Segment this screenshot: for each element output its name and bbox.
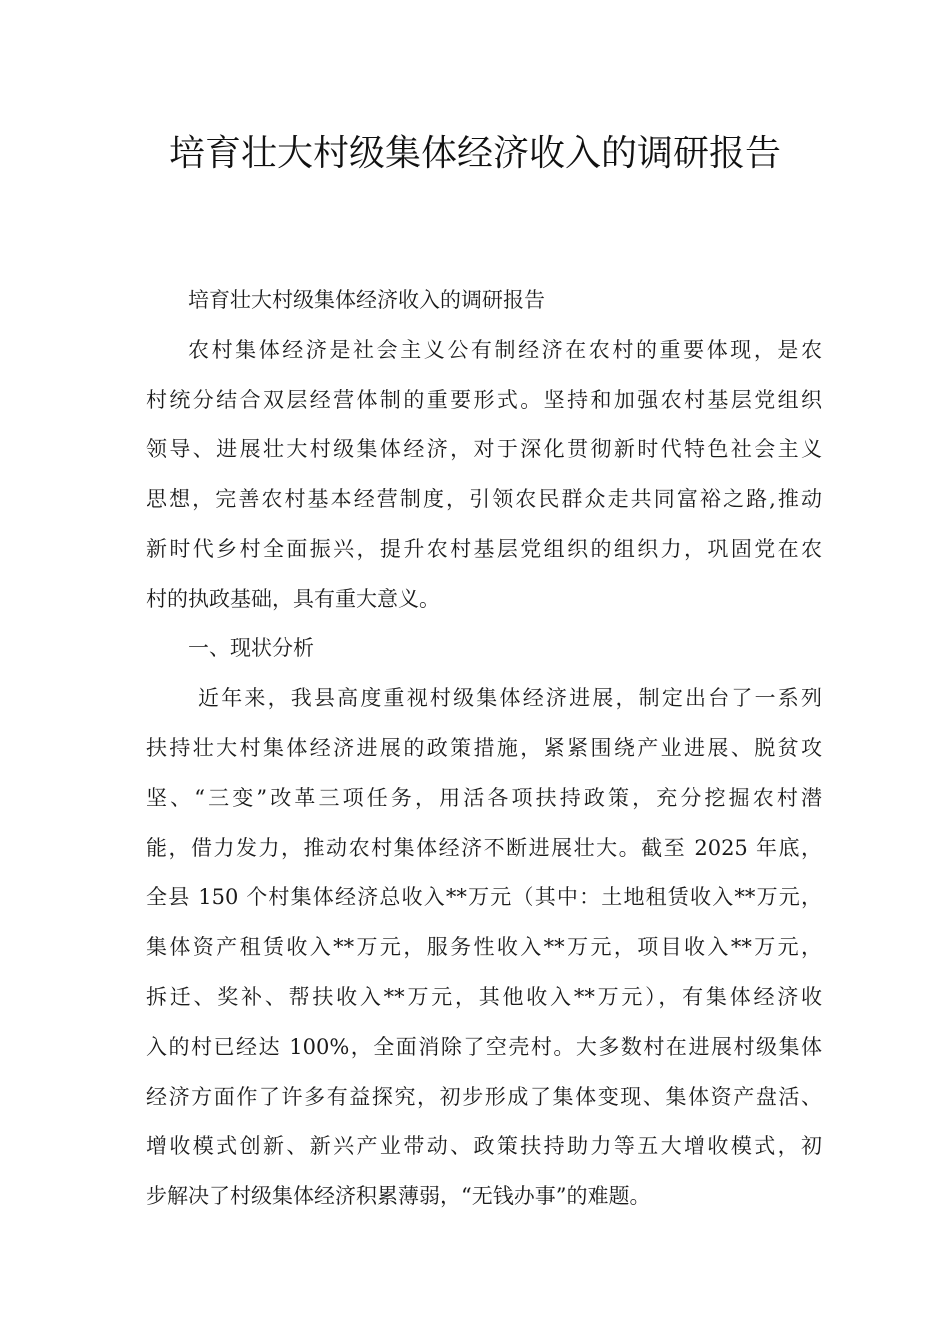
paragraph-line: 领导、进展壮大村级集体经济，对于深化贯彻新时代特色社会主义	[146, 437, 822, 462]
paragraph-line: 能，借力发力，推动农村集体经济不断进展壮大。截至 2025 年底，	[146, 835, 822, 860]
paragraph-line: 思想，完善农村基本经营制度，引领农民群众走共同富裕之路,推动	[146, 487, 822, 512]
document-title: 培育壮大村级集体经济收入的调研报告	[168, 133, 781, 174]
paragraph-line: 步解决了村级集体经济积累薄弱，“无钱办事”的难题。	[146, 1184, 651, 1209]
paragraph-line: 扶持壮大村集体经济进展的政策措施，紧紧围绕产业进展、脱贫攻	[146, 736, 822, 761]
paragraph-line: 村的执政基础，具有重大意义。	[146, 586, 440, 611]
document-body	[146, 282, 822, 1228]
paragraph-line: 近年来，我县高度重视村级集体经济进展，制定出台了一系列	[198, 686, 822, 711]
paragraph-line: 新时代乡村全面振兴，提升农村基层党组织的组织力，巩固党在农	[146, 536, 822, 561]
paragraph-line: 农村集体经济是社会主义公有制经济在农村的重要体现，是农	[188, 337, 822, 362]
paragraph-line: 坚、“三变”改革三项任务，用活各项扶持政策，充分挖掘农村潜	[146, 785, 822, 810]
paragraph-line: 全县 150 个村集体经济总收入**万元（其中：土地租赁收入**万元，	[146, 885, 822, 910]
paragraph-line: 入的村已经达 100%，全面消除了空壳村。大多数村在进展村级集体	[146, 1034, 822, 1059]
paragraph-line: 经济方面作了许多有益探究，初步形成了集体变现、集体资产盘活、	[146, 1084, 822, 1109]
body-subtitle-line: 培育壮大村级集体经济收入的调研报告	[188, 288, 545, 312]
section-heading: 一、现状分析	[188, 636, 314, 661]
paragraph-line: 集体资产租赁收入**万元，服务性收入**万元，项目收入**万元，	[146, 935, 822, 960]
paragraph-line: 拆迁、奖补、帮扶收入**万元，其他收入**万元），有集体经济收	[146, 984, 822, 1009]
paragraph-line: 增收模式创新、新兴产业带动、政策扶持助力等五大增收模式，初	[146, 1134, 822, 1159]
paragraph-line: 村统分结合双层经营体制的重要形式。坚持和加强农村基层党组织	[146, 387, 822, 412]
